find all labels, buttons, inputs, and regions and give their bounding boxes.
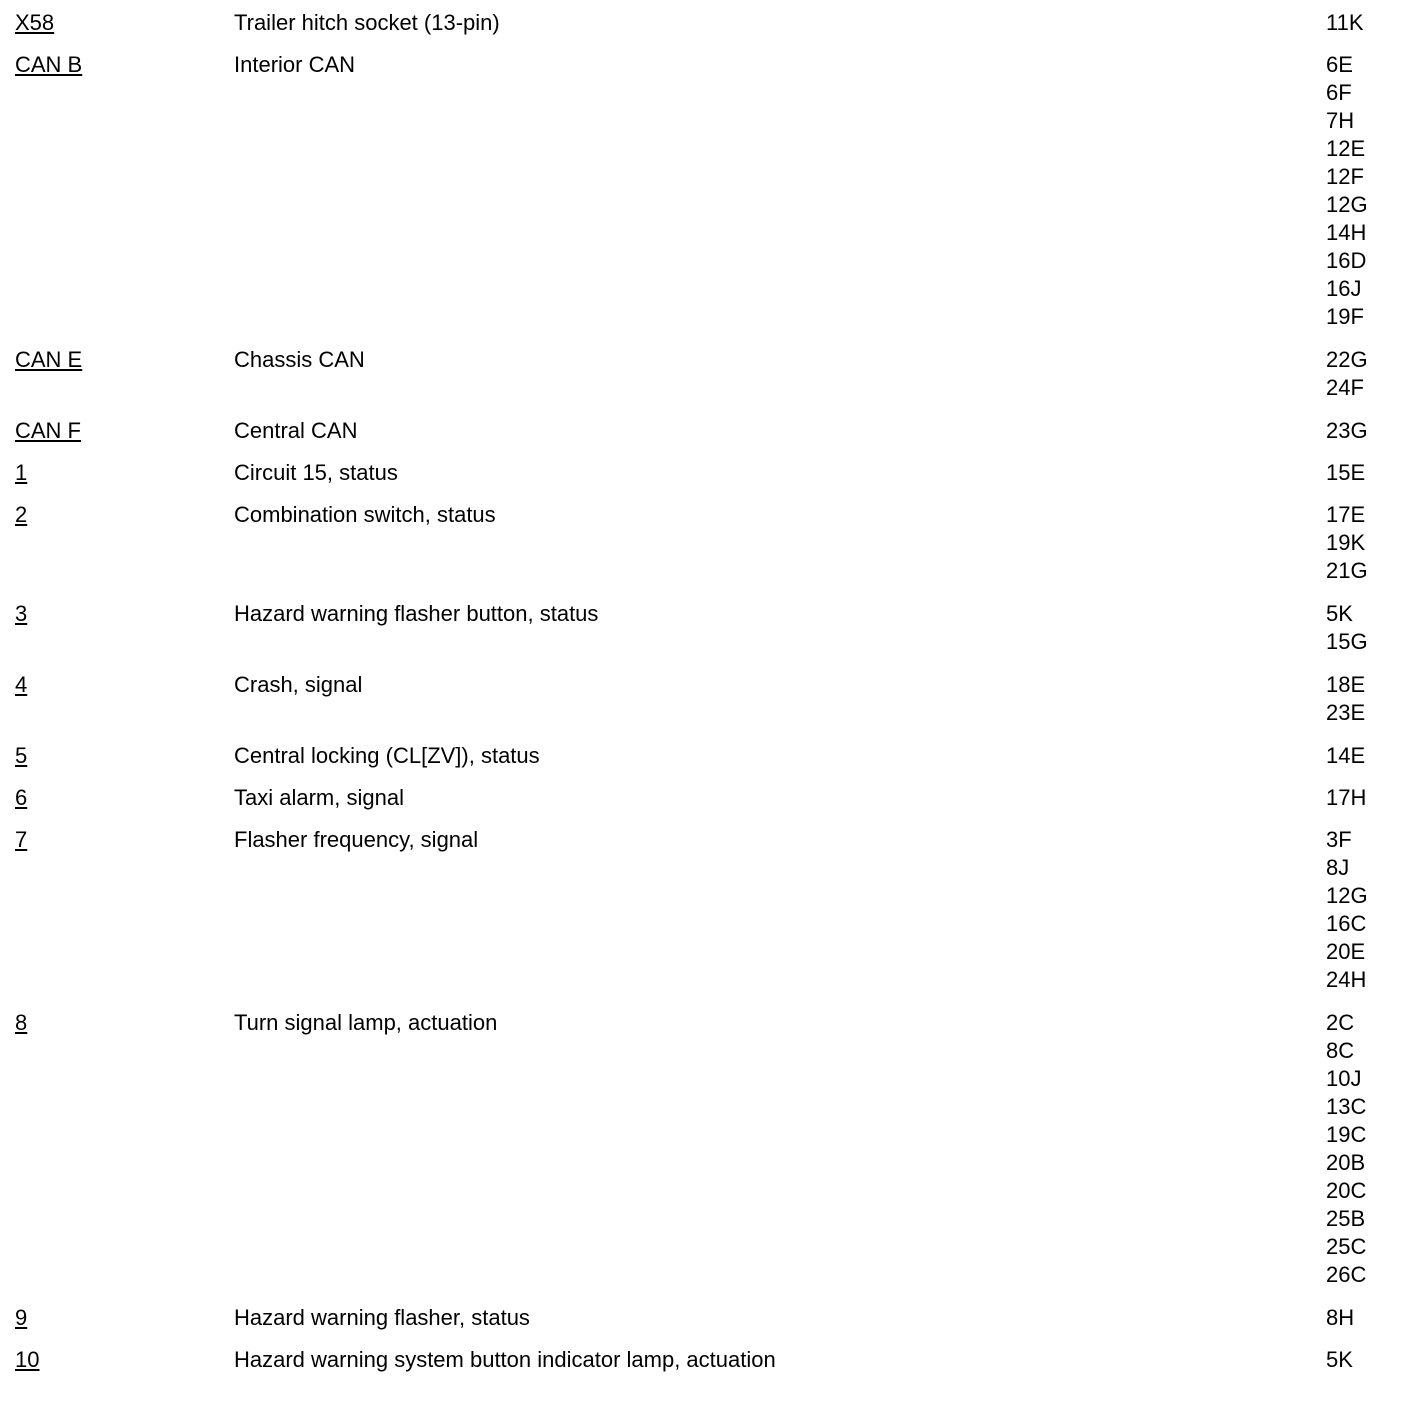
grid-reference: 23G [1326, 418, 1368, 443]
legend-description: Circuit 15, status [234, 460, 398, 485]
legend-code-link[interactable]: 8 [15, 1010, 28, 1035]
grid-reference: 13C [1326, 1094, 1367, 1119]
grid-reference: 3F [1326, 827, 1352, 852]
grid-reference: 25B [1326, 1206, 1366, 1231]
legend-code-link[interactable]: 2 [15, 502, 28, 527]
grid-reference: 20B [1326, 1150, 1366, 1175]
legend-code-link[interactable]: X58 [15, 10, 55, 35]
legend-row [0, 51, 1408, 331]
legend-row [0, 1346, 1408, 1374]
grid-reference: 12E [1326, 136, 1366, 161]
legend-description: Interior CAN [234, 52, 356, 77]
legend-row [0, 742, 1408, 770]
grid-reference-list [1326, 501, 1368, 585]
legend-description: Crash, signal [234, 672, 363, 697]
legend-description: Turn signal lamp, actuation [234, 1010, 498, 1035]
grid-reference: 19F [1326, 304, 1364, 329]
legend-row [0, 826, 1408, 994]
grid-reference: 18E [1326, 672, 1366, 697]
legend-code-link[interactable]: CAN E [15, 347, 83, 372]
grid-reference: 17E [1326, 502, 1366, 527]
grid-reference: 21G [1326, 558, 1368, 583]
legend-code-link[interactable]: 10 [15, 1347, 40, 1372]
legend-code-link[interactable]: 6 [15, 785, 28, 810]
grid-reference-list [1326, 742, 1365, 770]
legend-row [0, 784, 1408, 812]
grid-reference: 15G [1326, 629, 1368, 654]
grid-reference: 8H [1326, 1305, 1355, 1330]
grid-reference: 19C [1326, 1122, 1367, 1147]
grid-reference-list [1326, 346, 1368, 402]
grid-reference-list [1326, 1304, 1354, 1332]
grid-reference: 15E [1326, 460, 1366, 485]
legend-code-link[interactable]: 7 [15, 827, 28, 852]
grid-reference: 26C [1326, 1262, 1367, 1287]
grid-reference: 5K [1326, 1347, 1353, 1372]
grid-reference-list [1326, 1009, 1366, 1289]
legend-description: Combination switch, status [234, 502, 496, 527]
legend-code-link[interactable]: CAN B [15, 52, 83, 77]
grid-reference: 16D [1326, 248, 1367, 273]
grid-reference: 10J [1326, 1066, 1362, 1091]
grid-reference-list [1326, 1346, 1353, 1374]
legend-code-link[interactable]: 3 [15, 601, 28, 626]
grid-reference: 20E [1326, 939, 1366, 964]
grid-reference: 12G [1326, 192, 1368, 217]
grid-reference: 16J [1326, 276, 1362, 301]
legend-code-link[interactable]: 9 [15, 1305, 28, 1330]
grid-reference: 8J [1326, 855, 1350, 880]
grid-reference-list [1326, 671, 1365, 727]
legend-description: Hazard warning flasher, status [234, 1305, 530, 1330]
legend-description: Flasher frequency, signal [234, 827, 479, 852]
legend-code-link[interactable]: 5 [15, 743, 28, 768]
grid-reference-list [1326, 9, 1364, 37]
legend-row [0, 600, 1408, 656]
grid-reference: 6E [1326, 52, 1353, 77]
legend-table [0, 9, 1408, 1388]
grid-reference: 14H [1326, 220, 1367, 245]
legend-description: Central locking (CL[ZV]), status [234, 743, 540, 768]
grid-reference: 7H [1326, 108, 1355, 133]
legend-row [0, 346, 1408, 402]
legend-row [0, 1304, 1408, 1332]
grid-reference: 5K [1326, 601, 1353, 626]
grid-reference: 11K [1326, 10, 1364, 35]
legend-description: Trailer hitch socket (13-pin) [234, 10, 500, 35]
grid-reference-list [1326, 51, 1368, 331]
legend-row [0, 501, 1408, 585]
grid-reference-list [1326, 826, 1368, 994]
legend-row [0, 459, 1408, 487]
grid-reference: 20C [1326, 1178, 1367, 1203]
legend-row [0, 671, 1408, 727]
legend-description: Taxi alarm, signal [234, 785, 404, 810]
legend-description: Central CAN [234, 418, 358, 443]
legend-description: Hazard warning system button indicator lamp, actuation [234, 1347, 776, 1372]
grid-reference-list [1326, 784, 1366, 812]
legend-code-link[interactable]: CAN F [15, 418, 81, 443]
grid-reference: 17H [1326, 785, 1367, 810]
grid-reference-list [1326, 459, 1365, 487]
grid-reference: 23E [1326, 700, 1366, 725]
grid-reference-list [1326, 417, 1368, 445]
grid-reference: 12F [1326, 164, 1364, 189]
legend-row [0, 1009, 1408, 1289]
legend-row [0, 417, 1408, 445]
grid-reference: 12G [1326, 883, 1368, 908]
legend-row [0, 9, 1408, 37]
grid-reference: 8C [1326, 1038, 1355, 1063]
grid-reference: 24H [1326, 967, 1367, 992]
grid-reference: 6F [1326, 80, 1352, 105]
grid-reference: 19K [1326, 530, 1366, 555]
legend-description: Chassis CAN [234, 347, 365, 372]
legend-code-link[interactable]: 4 [15, 672, 28, 697]
legend-code-link[interactable]: 1 [15, 460, 28, 485]
grid-reference: 22G [1326, 347, 1368, 372]
grid-reference: 14E [1326, 743, 1366, 768]
grid-reference-list [1326, 600, 1368, 656]
grid-reference: 25C [1326, 1234, 1367, 1259]
grid-reference: 24F [1326, 375, 1364, 400]
grid-reference: 16C [1326, 911, 1367, 936]
legend-description: Hazard warning flasher button, status [234, 601, 599, 626]
grid-reference: 2C [1326, 1010, 1355, 1035]
